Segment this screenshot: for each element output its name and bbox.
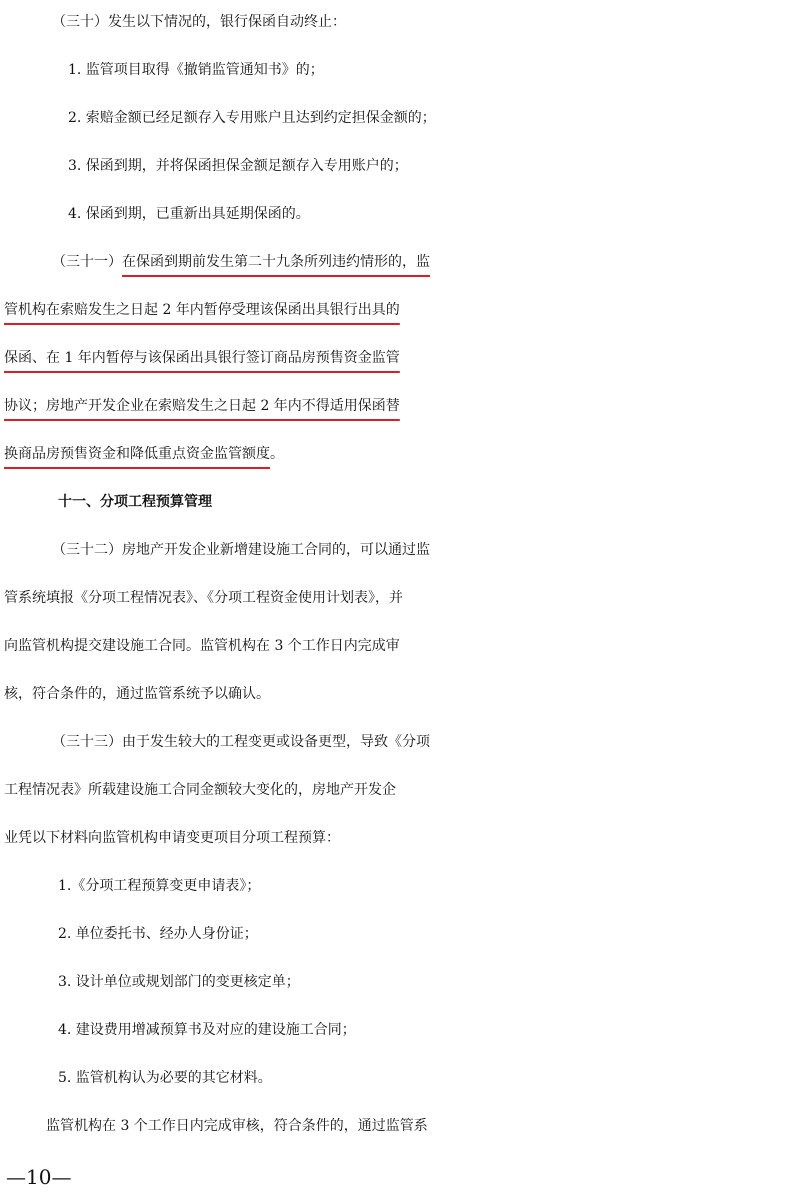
clause-33-item-2: 2. 单位委托书、经办人身份证； [58, 926, 258, 942]
clause-31-underlined-text: 换商品房预售资金和降低重点资金监管额度 [4, 446, 270, 462]
clause-30-item-4: 4. 保函到期，已重新出具延期保函的。 [68, 206, 310, 222]
clause-30-intro: （三十）发生以下情况的，银行保函自动终止： [52, 14, 346, 30]
clause-32-line-2: 管系统填报《分项工程情况表》、《分项工程资金使用计划表》，并 [4, 590, 403, 606]
clause-32-line-3: 向监管机构提交建设施工合同。监管机构在 3 个工作日内完成审 [4, 638, 400, 654]
clause-30-item-3: 3. 保函到期，并将保函担保金额足额存入专用账户的； [68, 158, 408, 174]
clause-31-underlined-text: 管机构在索赔发生之日起 2 年内暂停受理该保函出具银行出具的 [4, 302, 400, 318]
clause-31-underlined-text: 协议；房地产开发企业在索赔发生之日起 2 年内不得适用保函替 [4, 398, 400, 414]
clause-33-line-2: 工程情况表》所载建设施工合同金额较大变化的，房地产开发企 [4, 782, 396, 798]
clause-33-closing: 监管机构在 3 个工作日内完成审核，符合条件的，通过监管系 [46, 1118, 428, 1134]
page-number: —10— [6, 1165, 72, 1189]
clause-33-item-1: 1.《分项工程预算变更申请表》； [58, 878, 261, 894]
clause-31-end-punct: 。 [270, 446, 284, 462]
clause-31-prefix: （三十一） [52, 254, 122, 270]
clause-33-item-4: 4. 建设费用增减预算书及对应的建设施工合同； [58, 1022, 356, 1038]
clause-33-line-3: 业凭以下材料向监管机构申请变更项目分项工程预算： [4, 830, 340, 846]
clause-30-item-1: 1. 监管项目取得《撤销监管通知书》的； [68, 62, 324, 78]
clause-30-item-2: 2. 索赔金额已经足额存入专用账户且达到约定担保金额的； [68, 110, 436, 126]
clause-31-underlined-text: 在保函到期前发生第二十九条所列违约情形的，监 [122, 254, 430, 270]
clause-32-line-1: （三十二）房地产开发企业新增建设施工合同的，可以通过监 [52, 542, 430, 558]
clause-33-item-3: 3. 设计单位或规划部门的变更核定单； [58, 974, 300, 990]
clause-32-line-4: 核，符合条件的，通过监管系统予以确认。 [4, 686, 270, 702]
clause-33-line-1: （三十三）由于发生较大的工程变更或设备更型，导致《分项 [52, 734, 430, 750]
clause-31-underlined-text: 保函、在 1 年内暂停与该保函出具银行签订商品房预售资金监管 [4, 350, 400, 366]
clause-33-item-5: 5. 监管机构认为必要的其它材料。 [58, 1070, 272, 1086]
section-11-heading: 十一、分项工程预算管理 [58, 494, 212, 510]
